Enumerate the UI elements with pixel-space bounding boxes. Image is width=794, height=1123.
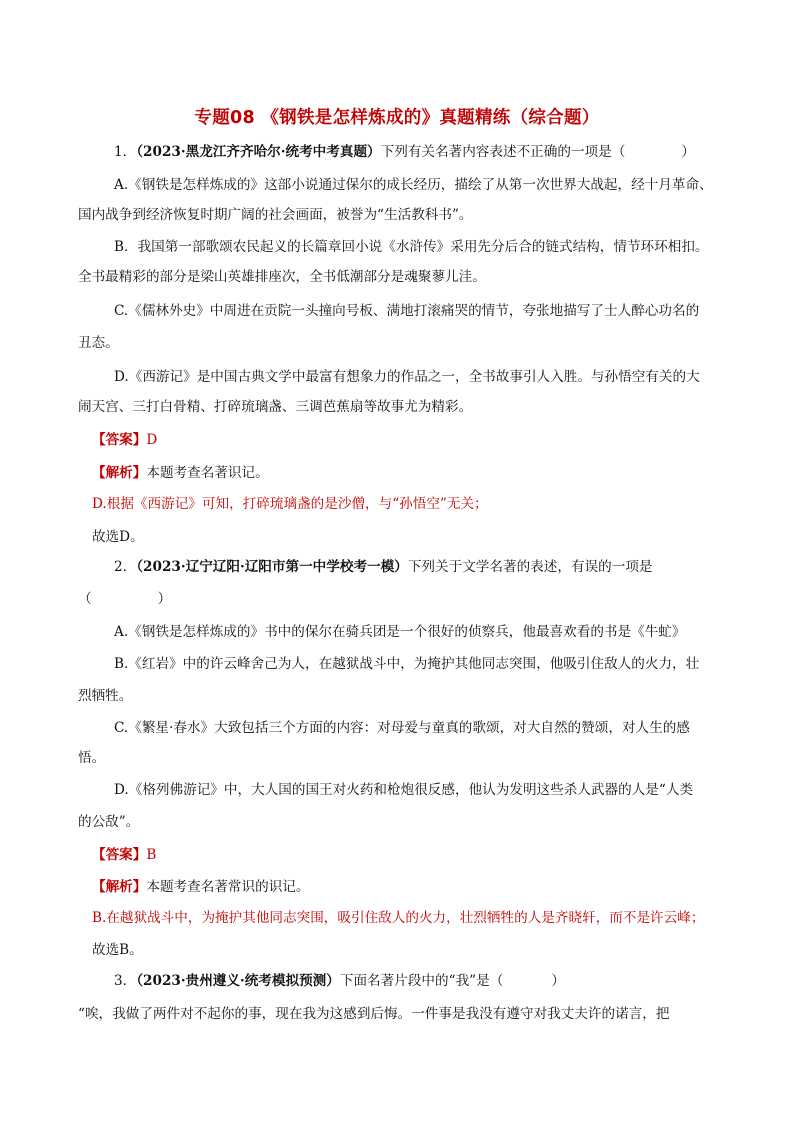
q2-option-b-line1: B.《红岩》中的许云峰舍己为人，在越狱战斗中，为掩护其他同志突围，他吸引住敌人的火力，壮: [114, 656, 700, 672]
q2-option-c-line2: 悟。: [78, 750, 106, 766]
doc-title: 专题08 《钢铁是怎样炼成的》真题精练（综合题）: [194, 108, 600, 128]
q2-explanation: B.在越狱战斗中，为掩护其他同志突围，吸引住敌人的火力，壮烈牺牲的人是齐晓轩，而不是许云峰；: [92, 910, 705, 926]
q1-option-a-line2: 国内战争到经济恢复时期广阔的社会画面，被誉为“生活教科书”。: [78, 207, 473, 223]
paren-open: （: [78, 591, 92, 607]
q2-option-d-line1: D.《格列佛游记》中，大人国的国王对火药和枪炮很反感，他认为发明这些杀人武器的人是“人类: [114, 782, 694, 798]
q2-choose: 故选B。: [92, 942, 143, 958]
question-stem: 下列关于文学名著的表述，有误的一项是: [407, 559, 653, 575]
question-stem: 下面名著片段中的“我”是（: [339, 973, 504, 989]
question-1-header: [114, 142, 695, 162]
q2-option-b-line2: 烈牺牲。: [78, 688, 133, 704]
question-number: 2．: [114, 559, 137, 575]
q1-option-a-line1: A.《钢铁是怎样炼成的》这部小说通过保尔的成长经历，描绘了从第一次世界大战起，经十月革命、: [114, 177, 713, 193]
q1-option-b-line2: 全书最精彩的部分是梁山英雄排座次，全书低潮部分是魂聚蓼儿洼。: [78, 269, 486, 285]
q3-passage-line1: “唉，我做了两件对不起你的事，现在我为这感到后悔。一件事是我没有遵守对我丈夫许的诺言，把: [78, 1006, 670, 1022]
question-source: （2023·贵州遵义·统考模拟预测）: [136, 973, 340, 989]
q1-option-c-line2: 丑态。: [78, 335, 119, 351]
q1-choose: 故选D。: [92, 529, 144, 545]
paren-close: ）: [157, 591, 172, 607]
q1-explanation: D.根据《西游记》可知，打碎琉璃盏的是沙僧，与“孙悟空”无关；: [92, 496, 488, 512]
q1-analysis: [92, 463, 269, 483]
q1-answer: [92, 430, 157, 450]
q2-option-d-line2: 的公敌”。: [78, 814, 140, 830]
analysis-text: 本题考查名著常识的识记。: [146, 879, 310, 895]
answer-value: D: [146, 432, 158, 448]
analysis-text: 本题考查名著识记。: [146, 465, 269, 481]
question-2-header: [114, 557, 653, 577]
q2-answer: [92, 845, 156, 865]
analysis-tag: 【解析】: [92, 879, 147, 895]
question-3-header: [114, 971, 565, 991]
paren-close: ）: [551, 973, 565, 989]
question-number: 3．: [114, 973, 137, 989]
q2-paren: [78, 589, 171, 609]
q2-analysis: [92, 877, 310, 897]
q1-option-d-line2: 闹天宫、三打白骨精、打碎琉璃盏、三调芭蕉扇等故事尤为精彩。: [78, 399, 473, 415]
paren-close: ）: [681, 144, 695, 160]
question-stem: 下列有关名著内容表述不正确的一项是（: [380, 144, 626, 160]
q1-option-d-line1: D.《西游记》是中国古典文学中最富有想象力的作品之一，全书故事引人入胜。与孙悟空有关的大: [114, 369, 700, 385]
answer-value: B: [146, 847, 157, 863]
answer-tag: 【答案】: [92, 847, 147, 863]
q1-option-b-line1: B．我国第一部歌颂农民起义的长篇章回小说《水浒传》采用先分后合的链式结构，情节环环相扣。: [114, 239, 709, 255]
q2-option-a-line1: A.《钢铁是怎样炼成的》书中的保尔在骑兵团是一个很好的侦察兵，他最喜欢看的书是《牛虻》: [114, 624, 686, 640]
q1-option-c-line1: C.《儒林外史》中周进在贡院一头撞向号板、满地打滚痛哭的情节，夸张地描写了士人醉心功名的: [114, 303, 700, 319]
question-number: 1．: [114, 144, 137, 160]
analysis-tag: 【解析】: [92, 465, 147, 481]
question-source: （2023·黑龙江齐齐哈尔·统考中考真题）: [136, 144, 381, 160]
answer-tag: 【答案】: [92, 432, 147, 448]
q2-option-c-line1: C.《繁星·春水》大致包括三个方面的内容：对母爱与童真的歌颂，对大自然的赞颂，对人生的感: [114, 720, 690, 736]
question-source: （2023·辽宁辽阳·辽阳市第一中学校考一模）: [136, 559, 408, 575]
